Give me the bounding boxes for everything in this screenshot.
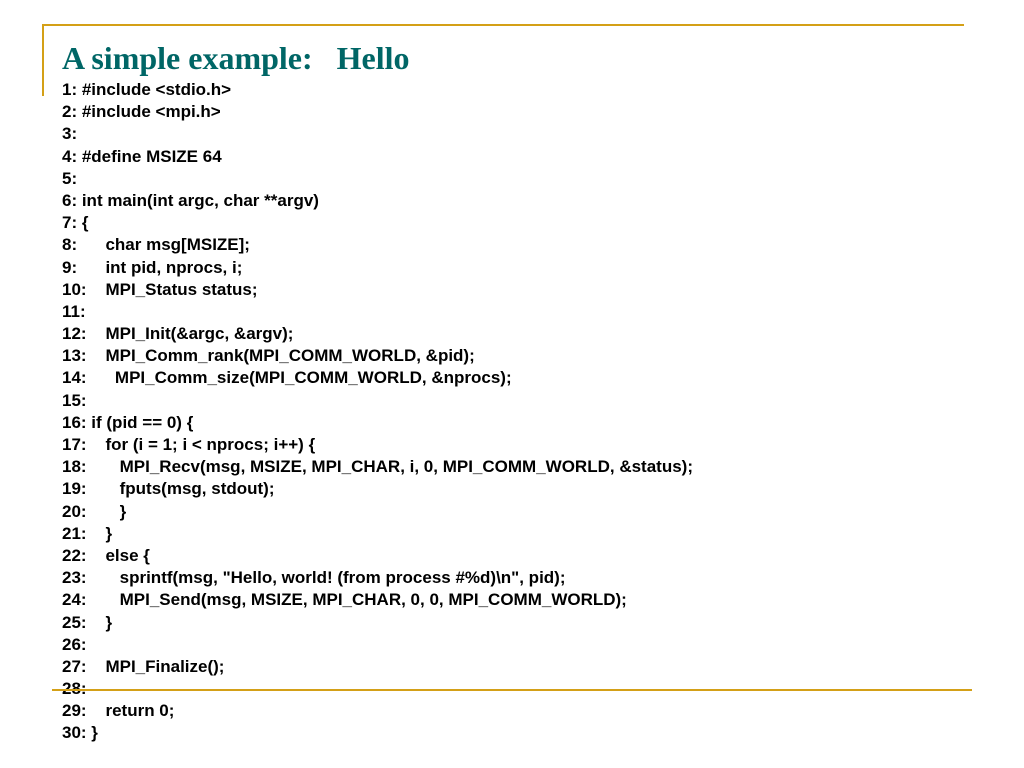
code-line: 30: } (62, 723, 98, 743)
code-line: 20: } (62, 501, 127, 521)
code-listing (62, 79, 693, 745)
code-line: 6: int main(int argc, char **argv) (62, 190, 319, 210)
code-line: 14: MPI_Comm_size(MPI_COMM_WORLD, &nprocs); (62, 368, 512, 388)
code-line: 12: MPI_Init(&argc, &argv); (62, 324, 294, 344)
code-line: 25: } (62, 612, 113, 632)
code-line: 16: if (pid == 0) { (62, 412, 194, 432)
code-line: 7: { (62, 213, 89, 233)
code-line: 29: return 0; (62, 701, 175, 721)
code-line: 19: fputs(msg, stdout); (62, 479, 275, 499)
code-line: 1: #include <stdio.h> (62, 80, 232, 99)
code-line: 15: (62, 390, 87, 410)
code-line: 5: (62, 168, 78, 188)
code-line: 17: for (i = 1; i < nprocs; i++) { (62, 435, 316, 454)
code-line: 22: else { (62, 545, 150, 565)
code-line: 24: MPI_Send(msg, MSIZE, MPI_CHAR, 0, 0, MPI_COMM_WORLD); (62, 590, 627, 610)
code-line: 3: (62, 124, 78, 144)
left-accent-rule (42, 24, 44, 96)
code-line: 13: MPI_Comm_rank(MPI_COMM_WORLD, &pid); (62, 346, 475, 366)
top-accent-rule (42, 24, 964, 26)
code-line: 9: int pid, nprocs, i; (62, 257, 243, 277)
code-line: 23: sprintf(msg, "Hello, world! (from process #%d)\n", pid); (62, 568, 566, 588)
code-line: 11: (62, 301, 86, 321)
code-line: 8: char msg[MSIZE]; (62, 235, 250, 255)
code-line: 18: MPI_Recv(msg, MSIZE, MPI_CHAR, i, 0, MPI_COMM_WORLD, &status); (62, 457, 693, 477)
code-line: 21: } (62, 523, 113, 543)
bottom-accent-rule (52, 689, 972, 691)
code-line: 27: MPI_Finalize(); (62, 656, 225, 676)
code-line: 2: #include <mpi.h> (62, 102, 221, 122)
code-line: 10: MPI_Status status; (62, 279, 258, 299)
code-line: 26: (62, 634, 87, 654)
code-line: 4: #define MSIZE 64 (62, 146, 222, 166)
slide-title: A simple example: Hello (62, 40, 410, 76)
